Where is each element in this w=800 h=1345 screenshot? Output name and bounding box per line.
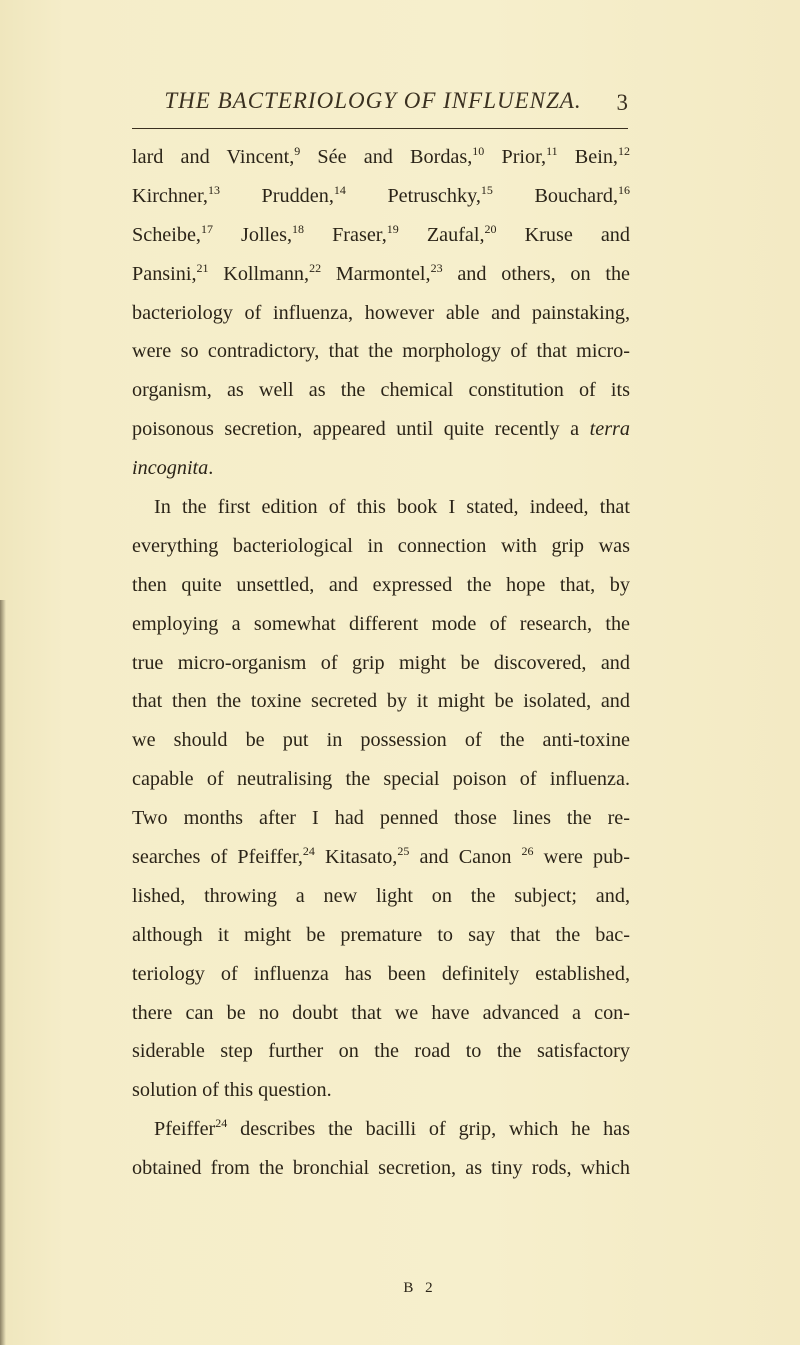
footnote-ref: 22 (309, 260, 322, 275)
text-segment: we should be put in possession of the anti-toxine (132, 729, 630, 752)
text-segment: poisonous secretion, appeared until quite recently a (132, 418, 590, 441)
text-line (132, 799, 630, 838)
text-segment: Kollmann, (208, 262, 310, 285)
text-line (132, 994, 630, 1033)
text-line (132, 566, 630, 605)
text-segment: there can be no doubt that we have advanced a con- (132, 1001, 630, 1024)
text-segment: Kruse and (496, 223, 630, 246)
footnote-ref: 17 (200, 221, 213, 236)
footnote-ref: 12 (617, 144, 630, 158)
text-segment: Jolles, (212, 223, 293, 246)
text-line (132, 1149, 630, 1188)
text-segment: then quite unsettled, and expressed the hope that, by (132, 573, 630, 596)
body-text (132, 138, 630, 1188)
text-segment: Prior, (484, 146, 547, 168)
text-segment: that then the toxine secreted by it might be isolated, and (132, 690, 630, 713)
text-segment: Kitasato, (314, 846, 398, 869)
italic-text: terra (589, 418, 630, 441)
text-segment: and Canon (409, 846, 522, 869)
text-line (132, 916, 630, 955)
text-line (132, 410, 630, 449)
text-line (132, 332, 630, 371)
italic-text: incognita (132, 457, 209, 480)
text-segment: lard and Vincent, (132, 146, 295, 168)
text-segment: Zaufal, (398, 223, 485, 246)
footnote-ref: 15 (480, 182, 493, 197)
footnote-ref: 19 (386, 221, 399, 236)
text-segment: capable of neutralising the special poison of influenza. (132, 768, 630, 791)
text-line (132, 1071, 630, 1110)
footnote-ref: 16 (618, 182, 630, 197)
text-segment: true micro-organism of grip might be discovered, and (132, 651, 630, 674)
text-segment: describes the bacilli of grip, which he has (227, 1118, 630, 1141)
text-line (132, 605, 630, 644)
text-segment: Two months after I had penned those lines the re- (132, 807, 630, 830)
text-segment: Bouchard, (492, 184, 618, 207)
text-line (132, 371, 630, 410)
text-segment: Scheibe, (132, 223, 201, 246)
text-segment: Bein, (557, 146, 618, 168)
text-segment: searches of Pfeiffer, (132, 846, 303, 869)
footnote-ref: 23 (430, 260, 443, 275)
footnote-ref: 26 (521, 844, 534, 859)
text-line (132, 449, 630, 488)
footnote-ref: 24 (215, 1116, 228, 1131)
text-segment: siderable step further on the road to the satisfactory (132, 1040, 630, 1063)
text-line (132, 682, 630, 721)
footnote-ref: 21 (196, 260, 209, 275)
running-title: THE BACTERIOLOGY OF INFLUENZA. (164, 88, 582, 113)
running-head (138, 88, 628, 126)
text-line (132, 1110, 630, 1149)
text-segment: teriology of influenza has been definitely established, (132, 962, 630, 985)
text-segment: were so contradictory, that the morphology of that micro- (132, 340, 630, 363)
footnote-ref: 20 (484, 221, 497, 236)
text-line (132, 955, 630, 994)
text-segment: Fraser, (304, 223, 387, 246)
text-segment: Petruschky, (345, 184, 481, 207)
text-segment: Pfeiffer (154, 1118, 216, 1141)
footnote-ref: 14 (333, 182, 346, 197)
text-segment: Marmontel, (321, 262, 431, 285)
text-segment: although it might be premature to say that the bac- (132, 923, 630, 946)
text-line (132, 255, 630, 294)
text-line (132, 721, 630, 760)
text-segment: were pub- (533, 846, 630, 869)
text-line (132, 216, 630, 255)
text-line (132, 294, 630, 333)
header-rule (132, 128, 628, 129)
text-line (132, 138, 630, 177)
text-line (132, 527, 630, 566)
text-segment: Pansini, (132, 262, 197, 285)
signature-mark: B 2 (403, 1280, 437, 1296)
text-segment: bacteriology of influenza, however able and painstaking, (132, 301, 630, 324)
text-segment: organism, as well as the chemical constitution of its (132, 379, 630, 402)
footnote-ref: 10 (472, 144, 485, 158)
text-segment: obtained from the bronchial secretion, as tiny rods, which (132, 1157, 630, 1180)
footnote-ref: 13 (207, 182, 220, 197)
footnote-ref: 24 (302, 844, 315, 859)
footnote-ref: 11 (546, 144, 558, 158)
text-line (132, 877, 630, 916)
footnote-ref: 18 (292, 221, 305, 236)
text-segment: In the first edition of this book I stated, indeed, that (154, 496, 630, 519)
text-segment: Prudden, (219, 184, 334, 207)
page-edge-shadow (0, 600, 6, 1345)
text-segment: everything bacteriological in connection with grip was (132, 534, 630, 557)
text-line (132, 760, 630, 799)
text-segment: and others, on the (442, 262, 630, 285)
text-segment: Kirchner, (132, 184, 208, 207)
text-segment: lished, throwing a new light on the subject; and, (132, 884, 630, 907)
text-line (132, 177, 630, 216)
text-segment: Sée and Bordas, (300, 146, 473, 168)
text-line (132, 838, 630, 877)
text-line (132, 644, 630, 683)
footnote-ref: 9 (294, 144, 301, 158)
text-segment: solution of this question. (132, 1079, 332, 1102)
text-line (132, 488, 630, 527)
text-segment: . (208, 457, 214, 480)
text-segment: employing a somewhat different mode of research, the (132, 612, 630, 635)
page-number: 3 (616, 90, 628, 115)
text-line (132, 1032, 630, 1071)
footnote-ref: 25 (397, 844, 410, 859)
